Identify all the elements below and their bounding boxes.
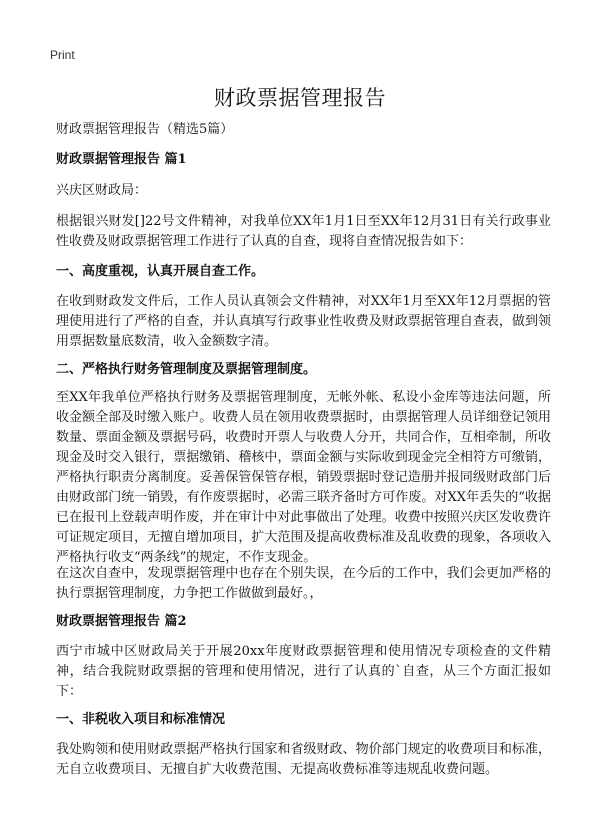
part2-section1-heading: 一、非税收入项目和标准情况: [56, 712, 226, 727]
part1-salutation: 兴庆区财政局：: [56, 183, 148, 198]
part1-section1-paragraph: 在收到财政发文件后，工作人员认真领会文件精神，对XX年1月至XX年12月票据的管理使用进行了严格的自查，并认真填写行政事业性收费及财政票据管理自查表，做到领用票据数量底数清，收入金额数字清。: [56, 294, 551, 349]
document-subtitle: 财政票据管理报告（精选5篇）: [56, 122, 234, 137]
part1-heading: 财政票据管理报告 篇1: [56, 152, 187, 167]
print-label: Print: [50, 48, 75, 62]
part1-closing-paragraph: 在这次自查中，发现票据管理中也存在个别失误，在今后的工作中，我们会更加严格的执行票据管理制度，力争把工作做做到最好。，: [56, 566, 551, 601]
part1-section1-heading: 一、高度重视，认真开展自查工作。: [56, 264, 265, 279]
part2-intro-paragraph: 西宁市城中区财政局关于开展20xx年度财政票据管理和使用情况专项检查的文件精神，结合我院财政票据的管理和使用情况，进行了认真的`自查，从三个方面汇报如下：: [56, 644, 551, 699]
part2-section1-paragraph: 我处购领和使用财政票据严格执行国家和省级财政、物价部门规定的收费项目和标准，无自立收费项目、无擅自扩大收费范围、无提高收费标准等违规乱收费问题。: [56, 742, 551, 777]
part1-intro-paragraph: 根据银兴财发[]22号文件精神，对我单位XX年1月1日至XX年12月31日有关行政事业性收费及财政票据管理工作进行了认真的自查，现将自查情况报告如下：: [56, 214, 551, 249]
page-title: 财政票据管理报告: [214, 86, 386, 110]
part1-section2-heading: 二、严格执行财务管理制度及票据管理制度。: [56, 362, 317, 377]
part1-section2-paragraph: 至XX年我单位严格执行财务及票据管理制度，无帐外帐、私设小金库等违法问题，所收金额全部及时缴入账户。收费人员在领用收费票据时，由票据管理人员详细登记领用数量、票面金额及票据号码，收费时开票人与收费人分开，共同合作，互相牵制，所收现金及时交入银行，票据缴销、稽核中，票面金额与实际收到现金完全相符方可缴销，严格执行职责分离制度。妥善保管保管存根，销毁票据时登记造册并报同级财政部门后由财政部门统一销毁，有作废票据时，必需三联齐备时方可作废。对XX年丢失的“收据已在报刊上登载声明作废，并在审计中对此事做出了处理。收费中按照兴庆区发收费许可证规定项目，无擅自增加项目，扩大范围及提高收费标准及乱收费的现象，各项收入严格执行收支“两条线”的规定，不作支现金。: [56, 390, 551, 565]
part2-heading: 财政票据管理报告 篇2: [56, 614, 187, 629]
